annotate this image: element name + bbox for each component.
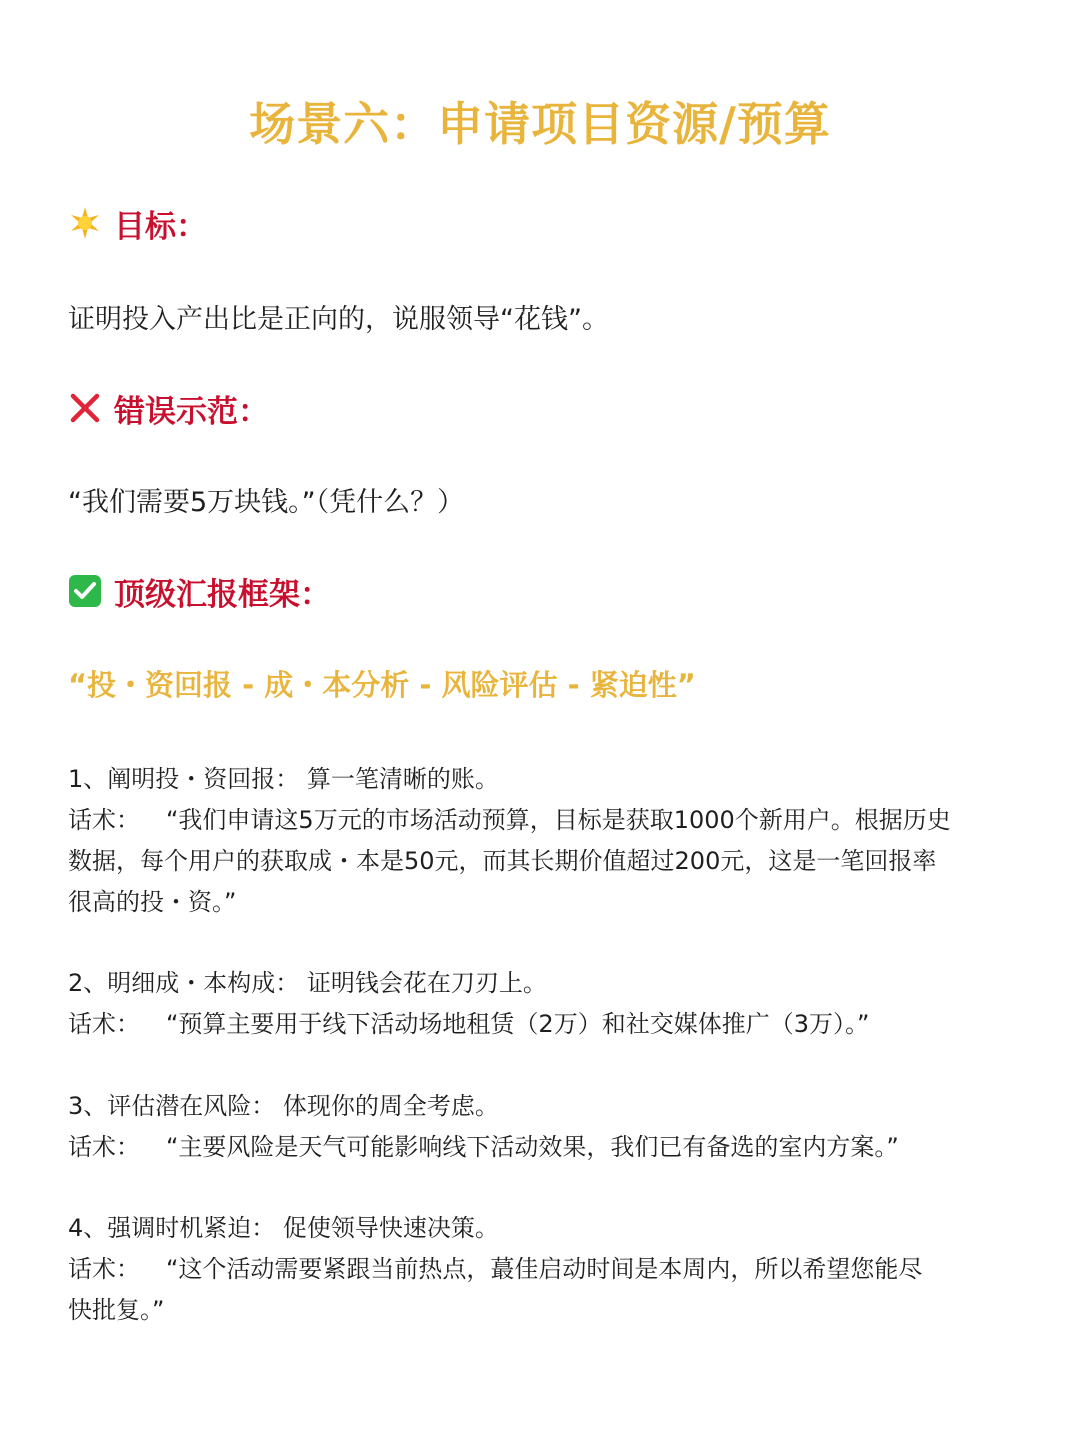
cross-icon [68,391,102,425]
point-2-title: 2、明细成・本构成： 证明钱会花在刀刃上。 [68,969,547,997]
point-1-script [68,800,1018,841]
wrong-example-text: “我们需要5万块钱。”（凭什么？） [68,487,465,518]
point-2 [68,963,1018,1045]
wrong-example-heading-label: 错误示范： [114,393,269,430]
point-1-script-line3: 很高的投・资。” [68,888,237,916]
point-4-title: 4、强调时机紧迫： 促使领导快速决策。 [68,1214,499,1242]
point-3-script [68,1127,1018,1168]
point-3-script-label: 话术： [68,1133,140,1161]
star-icon [68,206,102,240]
point-2-script-line1: “预算主要用于线下活动场地租赁（2万）和社交媒体推广（3万）。” [166,1010,870,1038]
point-1 [68,759,1018,923]
framework-subtitle: “投・资回报 - 成・本分析 - 风险评估 - 紧迫性” [68,668,696,702]
point-4-script-line1: “这个活动需要紧跟当前热点，蕞佳启动时间是本周内，所以希望您能尽 [166,1255,923,1283]
goal-heading-label: 目标： [114,208,207,245]
point-1-title: 1、阐明投・资回报： 算一笔清晰的账。 [68,765,499,793]
check-icon [68,574,102,608]
point-4-script [68,1249,1018,1290]
goal-text: 证明投入产出比是正向的，说服领导“花钱”。 [68,304,609,335]
point-4-script-line2: 快批复。” [68,1296,165,1324]
framework-heading [68,571,331,611]
framework-heading-label: 顶级汇报框架： [114,576,331,613]
point-3-title: 3、评估潜在风险： 体现你的周全考虑。 [68,1092,499,1120]
point-2-script [68,1004,1018,1045]
point-4-script-label: 话术： [68,1255,140,1283]
point-3-script-line1: “主要风险是天气可能影响线下活动效果，我们已有备选的室内方案。” [166,1133,899,1161]
page-title: 场景六：申请项目资源/预算 [249,97,831,151]
goal-heading [68,203,207,243]
point-3 [68,1086,1018,1168]
point-1-script-label: 话术： [68,806,140,834]
point-1-script-line2: 数据，每个用户的获取成・本是50元，而其长期价值超过200元，这是一笔回报率 [68,847,937,875]
point-2-script-label: 话术： [68,1010,140,1038]
point-4 [68,1208,1018,1331]
wrong-example-heading [68,388,269,428]
point-1-script-line1: “我们申请这5万元的市场活动预算，目标是获取1000个新用户。根据历史 [166,806,951,834]
